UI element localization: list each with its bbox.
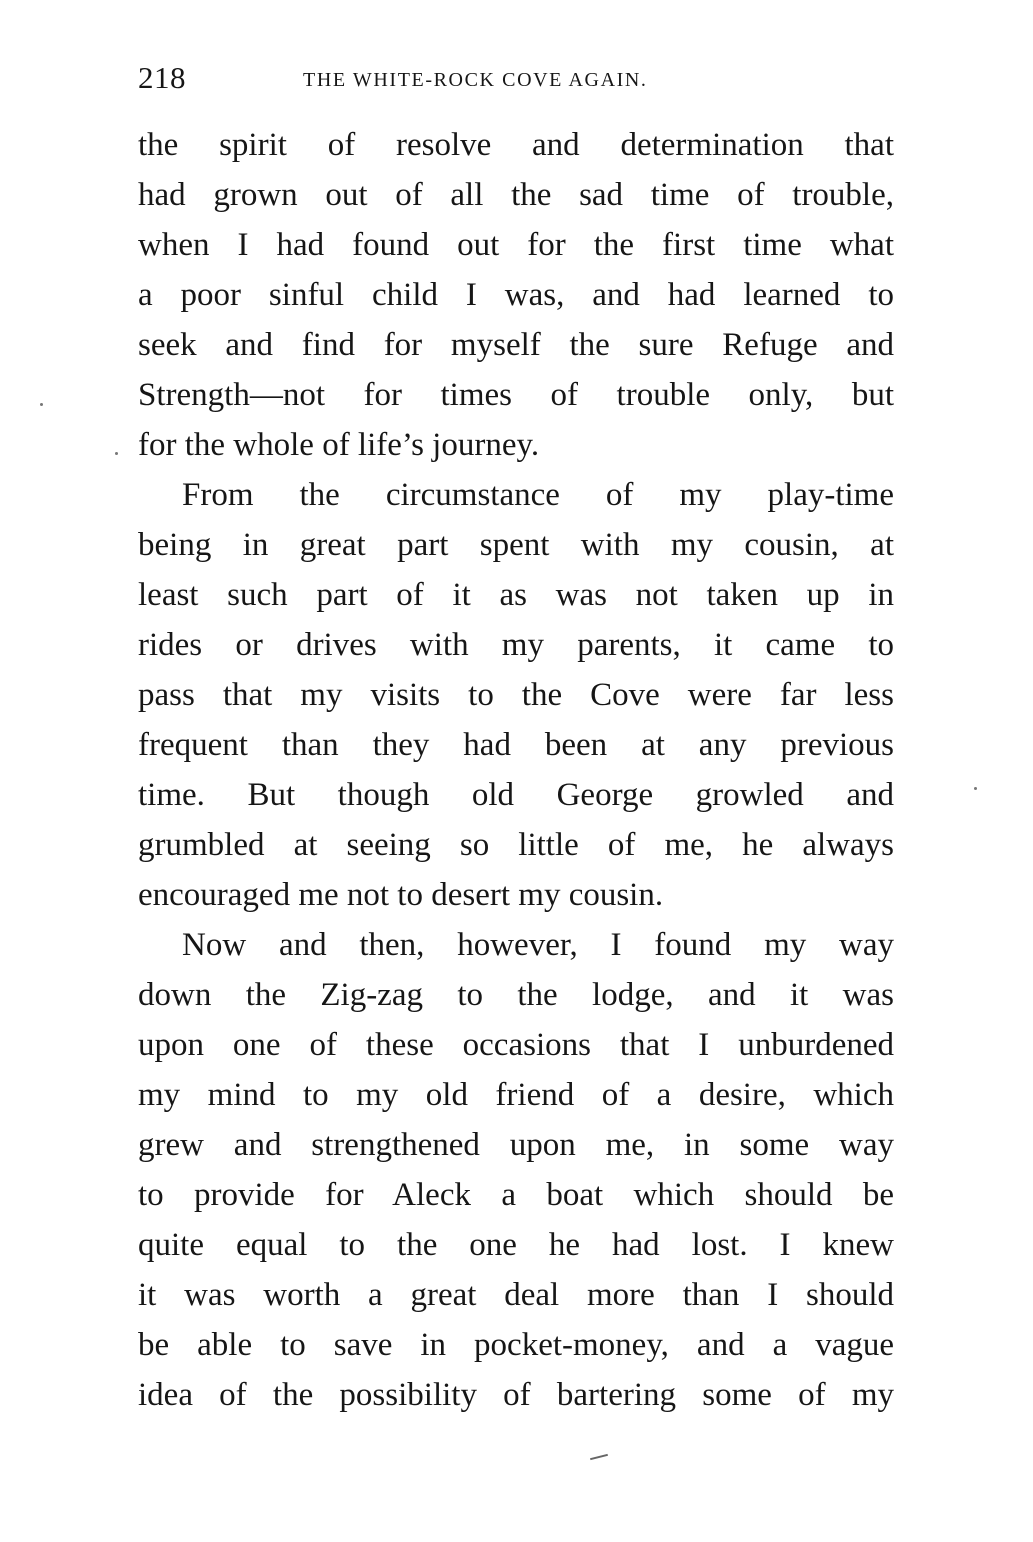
text-line: down the Zig-zag to the lodge, and it was [138,977,894,1013]
text-line: it was worth a great deal more than I should [138,1277,894,1313]
print-speck [115,452,118,455]
text-line: grumbled at seeing so little of me, he always [138,827,894,863]
text-line: idea of the possibility of bartering some of my [138,1377,894,1413]
text-line: rides or drives with my parents, it came to [138,627,894,663]
print-mark [590,1454,608,1460]
print-speck [974,787,977,790]
text-line: pass that my visits to the Cove were far less [138,677,894,713]
text-line: Now and then, however, I found my way [182,927,894,963]
body-text [138,120,894,1420]
text-line: seek and find for myself the sure Refuge and [138,327,894,363]
text-line: frequent than they had been at any previous [138,727,894,763]
page-header [138,56,894,100]
text-line: to provide for Aleck a boat which should be [138,1177,894,1213]
page-number: 218 [138,60,186,95]
text-line: my mind to my old friend of a desire, which [138,1077,894,1113]
text-line: a poor sinful child I was, and had learned to [138,277,894,313]
text-line: upon one of these occasions that I unburdened [138,1027,894,1063]
text-line: had grown out of all the sad time of trouble, [138,177,894,213]
text-line: be able to save in pocket-money, and a vague [138,1327,894,1363]
running-head: THE WHITE-ROCK COVE AGAIN. [303,69,648,91]
text-line: for the whole of life’s journey. [138,427,540,463]
text-line: grew and strengthened upon me, in some way [138,1127,894,1163]
text-line: encouraged me not to desert my cousin. [138,877,664,913]
text-line: Strength—not for times of trouble only, but [138,377,894,413]
text-line: From the circumstance of my play-time [182,477,894,513]
text-line: being in great part spent with my cousin, at [138,527,894,563]
text-line: time. But though old George growled and [138,777,894,813]
text-line: quite equal to the one he had lost. I knew [138,1227,894,1263]
print-speck [40,403,43,406]
text-line: when I had found out for the first time what [138,227,894,263]
text-line: the spirit of resolve and determination that [138,127,894,163]
text-line: least such part of it as was not taken up in [138,577,894,613]
